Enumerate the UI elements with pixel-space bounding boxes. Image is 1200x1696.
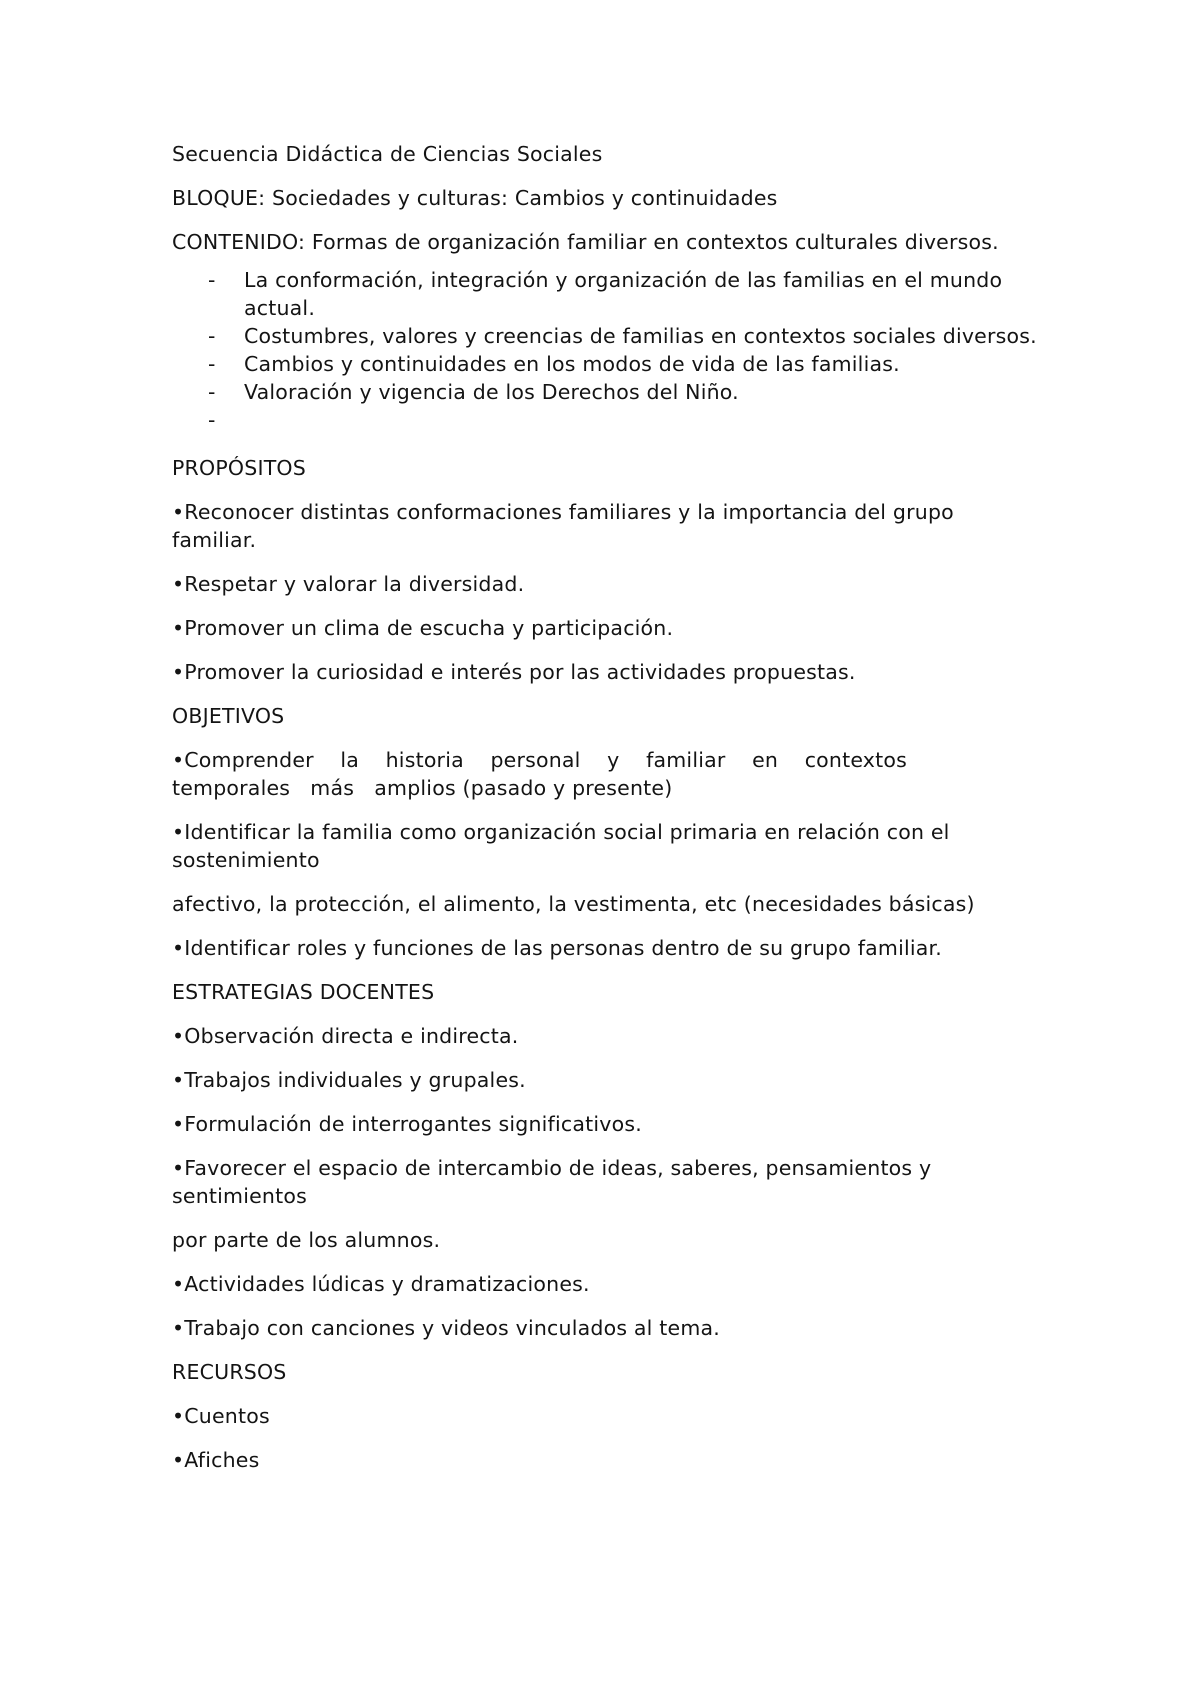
- objetivo-item: •Identificar la familia como organización social primaria en relación con el sostenimiento: [172, 820, 950, 872]
- list-item-text: Valoración y vigencia de los Derechos del Niño.: [244, 380, 739, 404]
- contenido-line: CONTENIDO: Formas de organización familiar en contextos culturales diversos.: [172, 230, 999, 254]
- proposito-item: •Reconocer distintas conformaciones familiares y la importancia del grupo familiar.: [172, 500, 954, 552]
- estrategia-item: •Observación directa e indirecta.: [172, 1024, 519, 1048]
- dash-marker: -: [208, 324, 216, 348]
- recursos-heading: RECURSOS: [172, 1360, 287, 1384]
- objetivos-heading: OBJETIVOS: [172, 704, 285, 728]
- recurso-item: •Afiches: [172, 1448, 260, 1472]
- list-item: [172, 406, 1042, 434]
- recurso-item: •Cuentos: [172, 1404, 270, 1428]
- document-page: [172, 140, 1042, 1490]
- estrategia-item: •Formulación de interrogantes significativos.: [172, 1112, 642, 1136]
- estrategia-item: •Trabajos individuales y grupales.: [172, 1068, 526, 1092]
- objetivo-line: temporales más amplios (pasado y presente): [172, 776, 673, 800]
- dash-marker: -: [208, 380, 216, 404]
- estrategias-heading: ESTRATEGIAS DOCENTES: [172, 980, 435, 1004]
- objetivo-item: [172, 746, 907, 802]
- list-item-text: La conformación, integración y organización de las familias en el mundo actual.: [244, 268, 1003, 320]
- list-item-text: Cambios y continuidades en los modos de vida de las familias.: [244, 352, 900, 376]
- proposito-item: •Promover un clima de escucha y participación.: [172, 616, 674, 640]
- estrategia-continuation: por parte de los alumnos.: [172, 1228, 441, 1252]
- bloque-line: BLOQUE: Sociedades y culturas: Cambios y continuidades: [172, 186, 778, 210]
- dash-marker: -: [208, 408, 216, 432]
- objetivo-item: •Identificar roles y funciones de las personas dentro de su grupo familiar.: [172, 936, 942, 960]
- contenido-list: [172, 266, 1042, 434]
- list-item: [172, 378, 1042, 406]
- proposito-item: •Promover la curiosidad e interés por las actividades propuestas.: [172, 660, 856, 684]
- estrategia-item: •Trabajo con canciones y videos vinculados al tema.: [172, 1316, 720, 1340]
- list-item: [172, 322, 1042, 350]
- propositos-heading: PROPÓSITOS: [172, 456, 306, 480]
- proposito-item: •Respetar y valorar la diversidad.: [172, 572, 525, 596]
- estrategia-item: •Favorecer el espacio de intercambio de ideas, saberes, pensamientos y sentimientos: [172, 1156, 932, 1208]
- dash-marker: -: [208, 268, 216, 292]
- dash-marker: -: [208, 352, 216, 376]
- list-item: [172, 266, 1042, 322]
- objetivo-line: •Comprender la historia personal y familiar en contextos: [172, 748, 907, 772]
- list-item: [172, 350, 1042, 378]
- list-item-text: Costumbres, valores y creencias de familias en contextos sociales diversos.: [244, 324, 1037, 348]
- estrategia-item: •Actividades lúdicas y dramatizaciones.: [172, 1272, 590, 1296]
- document-title: Secuencia Didáctica de Ciencias Sociales: [172, 142, 603, 166]
- objetivo-continuation: afectivo, la protección, el alimento, la vestimenta, etc (necesidades básicas): [172, 892, 975, 916]
